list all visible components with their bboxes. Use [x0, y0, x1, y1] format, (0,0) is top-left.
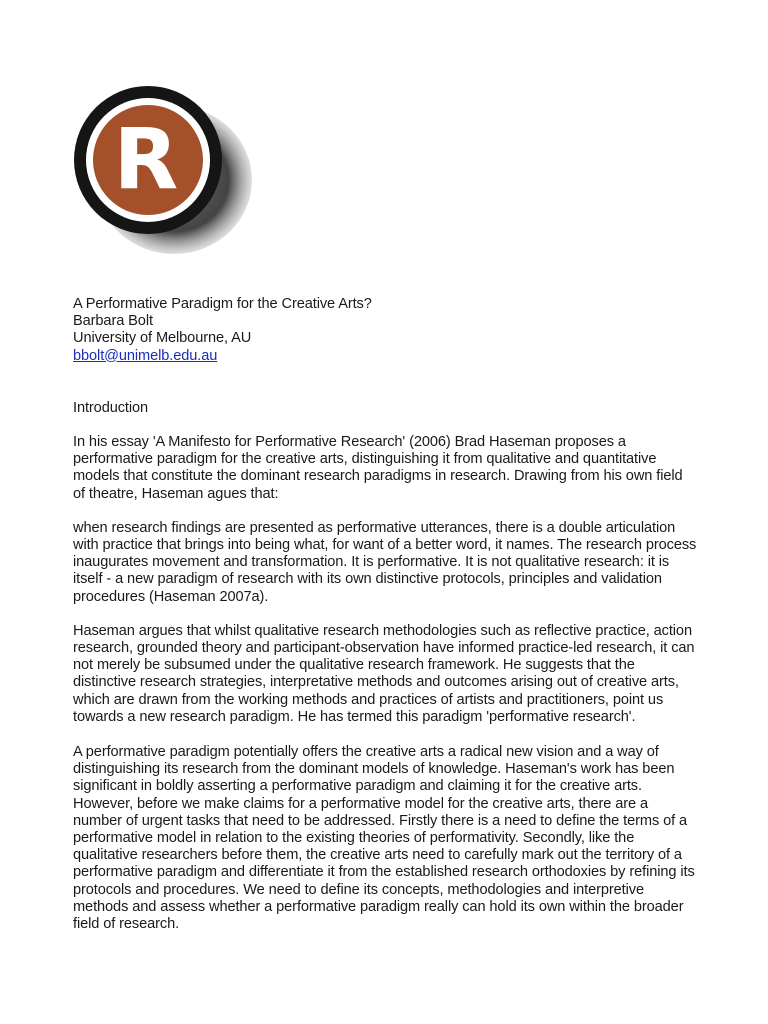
paragraph-2: Haseman argues that whilst qualitative research methodologies such as reflective practice, action research, grounded theory and participant-observation have informed practice-led research, it can not merely be subsumed under the qualitative research framework. He suggests that the distinctive research strategies, interpretative methods and outcomes arising out of creative arts, which are drawn from the working methods and practices of artists and practitioners, point us towards a new research paradigm. He has termed this paradigm 'performative research'. — [73, 622, 695, 725]
author-name: Barbara Bolt — [73, 313, 153, 330]
article-title: A Performative Paradigm for the Creative Arts? — [73, 296, 372, 312]
logo-letter: R — [113, 110, 179, 208]
article-header — [73, 296, 698, 365]
section-heading: Introduction — [73, 399, 149, 416]
author-affiliation: University of Melbourne, AU — [73, 330, 252, 347]
block-quote: when research findings are presented as performative utterances, there is a double articulation with practice that brings into being what, for want of a better word, it names. The research process inaugurates movement and transformation. It is performative. It is not qualitative research: it is itself - a new paradigm of research with its own distinctive protocols, principles and validation procedures (Haseman 2007a). — [73, 519, 697, 605]
paragraph-3: A performative paradigm potentially offers the creative arts a radical new vision and a way of distinguishing its research from the dominant models of knowledge. Haseman's work has been significant in boldly asserting a performative paradigm and claiming it for the creative arts. However, before we make claims for a performative model for the creative arts, there are a number of urgent tasks that need to be addressed. Firstly there is a need to define the terms of a performative model in relation to the existing theories of performativity. Secondly, like the qualitative researchers before them, the creative arts need to carefully mark out the territory of a performative paradigm and differentiate it from the established research orthodoxies by refining its protocols and procedures. We need to define its concepts, methodologies and interpretive methods and assess whether a performative paradigm really can hold its own within the broader field of research. — [73, 744, 695, 933]
author-email-link[interactable]: bbolt@unimelb.edu.au — [73, 347, 218, 364]
paragraph-1: In his essay 'A Manifesto for Performative Research' (2006) Brad Haseman proposes a performative paradigm for the creative arts, distinguishing it from qualitative and quantitative models that constitute the dominant research paradigms in research. Drawing from his own field of theatre, Haseman agues that: — [73, 434, 683, 502]
document-body — [73, 296, 698, 933]
r-roundel-logo — [72, 84, 256, 258]
